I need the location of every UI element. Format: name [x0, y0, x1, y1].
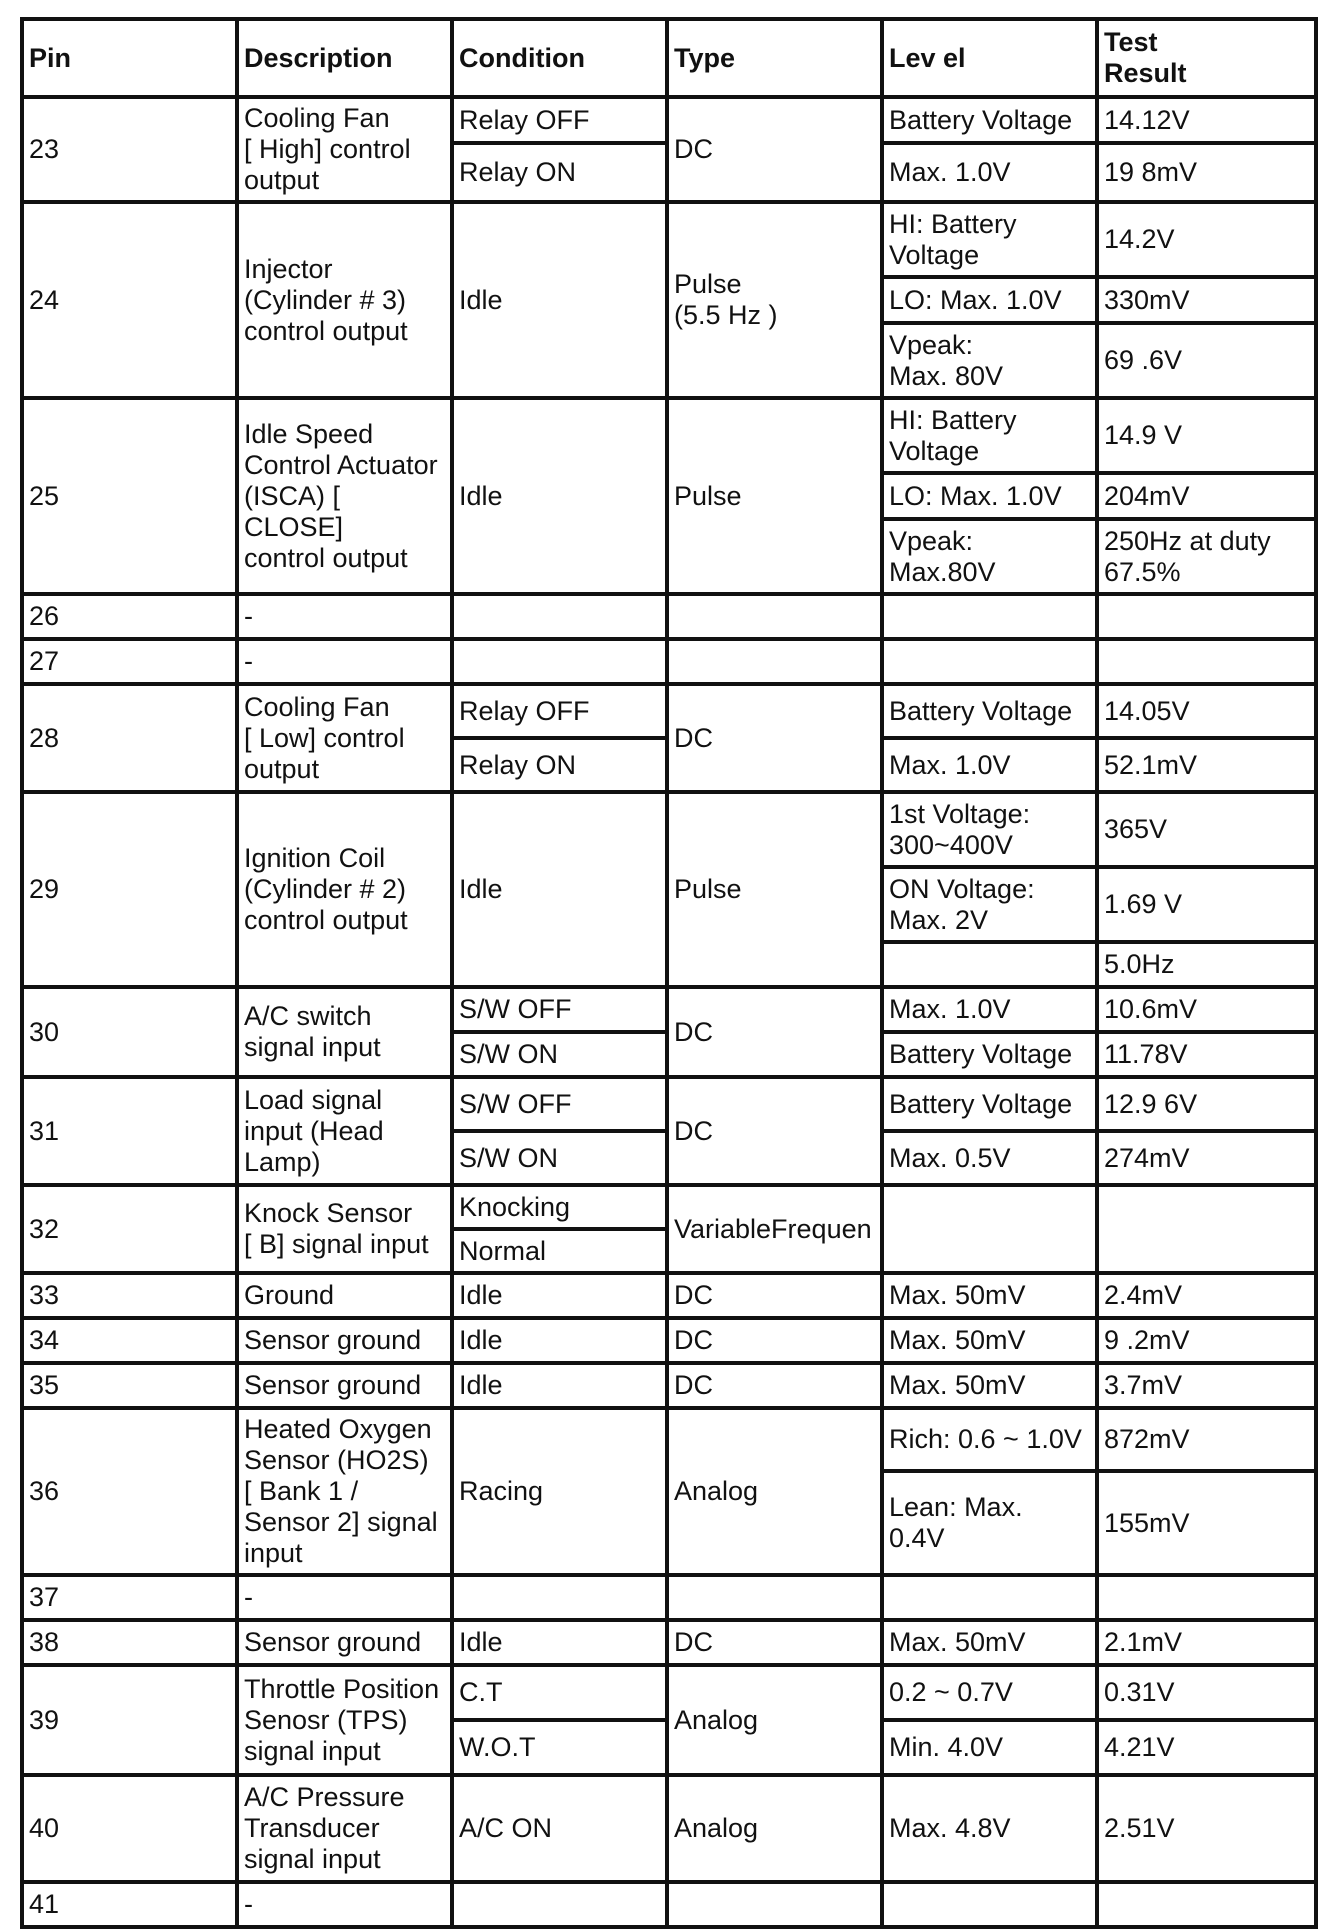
level-cell: LO: Max. 1.0V [882, 473, 1097, 519]
condition-cell: Idle [452, 1620, 667, 1665]
table-row [22, 398, 1316, 473]
type-cell [667, 1575, 882, 1620]
description-cell: A/C Pressure Transducer signal input [237, 1775, 452, 1882]
test-result-cell: 12.9 6V [1097, 1077, 1316, 1131]
level-cell: HI: Battery Voltage [882, 398, 1097, 473]
type-cell: DC [667, 1273, 882, 1318]
type-cell: DC [667, 987, 882, 1077]
header-condition: Condition [452, 19, 667, 97]
description-cell: Idle Speed Control Actuator (ISCA) [ CLOSE] control output [237, 398, 452, 594]
header-level: Lev el [882, 19, 1097, 97]
pin-cell: 27 [22, 639, 237, 684]
table-row [22, 1318, 1316, 1363]
level-cell: HI: Battery Voltage [882, 202, 1097, 277]
type-cell: DC [667, 97, 882, 202]
level-cell: Max. 50mV [882, 1620, 1097, 1665]
level-cell [882, 1185, 1097, 1273]
type-cell: VariableFrequen [667, 1185, 882, 1273]
table-row [22, 97, 1316, 143]
level-cell [882, 1575, 1097, 1620]
level-cell: Max. 50mV [882, 1363, 1097, 1408]
pin-cell: 31 [22, 1077, 237, 1185]
description-cell: - [237, 1882, 452, 1927]
table-row [22, 1273, 1316, 1318]
table-row [22, 1077, 1316, 1131]
header-type: Type [667, 19, 882, 97]
condition-cell: Idle [452, 1318, 667, 1363]
test-result-cell: 9 .2mV [1097, 1318, 1316, 1363]
type-cell: Pulse [667, 792, 882, 987]
table-row [22, 1775, 1316, 1882]
test-result-cell: 5.0Hz [1097, 942, 1316, 987]
description-cell: Cooling Fan [ High] control output [237, 97, 452, 202]
level-cell: Battery Voltage [882, 97, 1097, 143]
pin-cell: 34 [22, 1318, 237, 1363]
description-cell: - [237, 1575, 452, 1620]
table-row [22, 1408, 1316, 1471]
table-row [22, 792, 1316, 867]
test-result-cell: 250Hz at duty 67.5% [1097, 519, 1316, 594]
description-cell: Ground [237, 1273, 452, 1318]
condition-cell: Idle [452, 1363, 667, 1408]
type-cell: Analog [667, 1665, 882, 1775]
condition-cell: S/W ON [452, 1032, 667, 1077]
condition-cell: Idle [452, 202, 667, 398]
level-cell: Min. 4.0V [882, 1720, 1097, 1775]
level-cell [882, 1882, 1097, 1927]
description-cell: - [237, 639, 452, 684]
type-cell: Analog [667, 1775, 882, 1882]
condition-cell: A/C ON [452, 1775, 667, 1882]
pin-cell: 37 [22, 1575, 237, 1620]
condition-cell: S/W OFF [452, 1077, 667, 1131]
test-result-cell: 3.7mV [1097, 1363, 1316, 1408]
table-row [22, 1185, 1316, 1229]
pin-cell: 36 [22, 1408, 237, 1575]
description-cell: Load signal input (Head Lamp) [237, 1077, 452, 1185]
condition-cell [452, 1882, 667, 1927]
condition-cell: Idle [452, 1273, 667, 1318]
description-cell: Sensor ground [237, 1318, 452, 1363]
condition-cell: S/W OFF [452, 987, 667, 1032]
level-cell: Max. 0.5V [882, 1131, 1097, 1185]
description-cell: Throttle Position Senosr (TPS) signal input [237, 1665, 452, 1775]
level-cell: 1st Voltage: 300~400V [882, 792, 1097, 867]
condition-cell: C.T [452, 1665, 667, 1720]
level-cell: Max. 4.8V [882, 1775, 1097, 1882]
test-result-cell: 2.51V [1097, 1775, 1316, 1882]
test-result-cell: 274mV [1097, 1131, 1316, 1185]
type-cell: DC [667, 1318, 882, 1363]
table-row [22, 639, 1316, 684]
type-cell: DC [667, 1363, 882, 1408]
table-row [22, 987, 1316, 1032]
test-result-cell [1097, 594, 1316, 639]
test-result-cell: 14.05V [1097, 684, 1316, 738]
condition-cell: S/W ON [452, 1131, 667, 1185]
table-row [22, 1575, 1316, 1620]
test-result-cell: 14.12V [1097, 97, 1316, 143]
test-result-cell [1097, 1575, 1316, 1620]
pin-cell: 29 [22, 792, 237, 987]
condition-cell: Knocking [452, 1185, 667, 1229]
level-cell: Battery Voltage [882, 684, 1097, 738]
pin-cell: 35 [22, 1363, 237, 1408]
type-cell: DC [667, 1620, 882, 1665]
level-cell: Battery Voltage [882, 1032, 1097, 1077]
condition-cell [452, 594, 667, 639]
pin-cell: 33 [22, 1273, 237, 1318]
pin-cell: 32 [22, 1185, 237, 1273]
condition-cell: Relay ON [452, 738, 667, 792]
test-result-cell: 872mV [1097, 1408, 1316, 1471]
table-row [22, 594, 1316, 639]
header-pin: Pin [22, 19, 237, 97]
type-cell: DC [667, 684, 882, 792]
description-cell: Heated Oxygen Sensor (HO2S) [ Bank 1 / Sensor 2] signal input [237, 1408, 452, 1575]
level-cell [882, 639, 1097, 684]
description-cell: - [237, 594, 452, 639]
level-cell: Vpeak: Max.80V [882, 519, 1097, 594]
pin-cell: 23 [22, 97, 237, 202]
condition-cell: W.O.T [452, 1720, 667, 1775]
level-cell: Max. 1.0V [882, 987, 1097, 1032]
test-result-cell [1097, 639, 1316, 684]
pin-cell: 25 [22, 398, 237, 594]
level-cell: LO: Max. 1.0V [882, 277, 1097, 323]
description-cell: Sensor ground [237, 1620, 452, 1665]
description-cell: Sensor ground [237, 1363, 452, 1408]
test-result-cell [1097, 1882, 1316, 1927]
table-row [22, 1882, 1316, 1927]
test-result-cell: 330mV [1097, 277, 1316, 323]
table-row [22, 1620, 1316, 1665]
level-cell: Max. 1.0V [882, 738, 1097, 792]
test-result-cell: 11.78V [1097, 1032, 1316, 1077]
pin-cell: 28 [22, 684, 237, 792]
pin-cell: 30 [22, 987, 237, 1077]
level-cell: 0.2 ~ 0.7V [882, 1665, 1097, 1720]
type-cell [667, 594, 882, 639]
level-cell: Rich: 0.6 ~ 1.0V [882, 1408, 1097, 1471]
header-description: Description [237, 19, 452, 97]
type-cell: Pulse [667, 398, 882, 594]
condition-cell: Relay ON [452, 143, 667, 202]
condition-cell: Normal [452, 1229, 667, 1273]
test-result-cell: 2.1mV [1097, 1620, 1316, 1665]
header-test-result: Test Result [1097, 19, 1316, 97]
description-cell: Cooling Fan [ Low] control output [237, 684, 452, 792]
condition-cell: Racing [452, 1408, 667, 1575]
test-result-cell [1097, 1185, 1316, 1273]
pin-cell: 39 [22, 1665, 237, 1775]
description-cell: Ignition Coil (Cylinder # 2) control output [237, 792, 452, 987]
level-cell [882, 942, 1097, 987]
pin-table [20, 17, 1318, 1929]
test-result-cell: 14.2V [1097, 202, 1316, 277]
level-cell: Max. 1.0V [882, 143, 1097, 202]
table-row [22, 1665, 1316, 1720]
pin-cell: 38 [22, 1620, 237, 1665]
table-header-row [22, 19, 1316, 97]
description-cell: A/C switch signal input [237, 987, 452, 1077]
level-cell: Lean: Max. 0.4V [882, 1471, 1097, 1575]
condition-cell [452, 639, 667, 684]
level-cell: Max. 50mV [882, 1318, 1097, 1363]
type-cell: Analog [667, 1408, 882, 1575]
test-result-cell: 155mV [1097, 1471, 1316, 1575]
test-result-cell: 2.4mV [1097, 1273, 1316, 1318]
level-cell: Max. 50mV [882, 1273, 1097, 1318]
condition-cell: Relay OFF [452, 684, 667, 738]
test-result-cell: 4.21V [1097, 1720, 1316, 1775]
pin-cell: 40 [22, 1775, 237, 1882]
test-result-cell: 52.1mV [1097, 738, 1316, 792]
condition-cell: Idle [452, 398, 667, 594]
test-result-cell: 14.9 V [1097, 398, 1316, 473]
condition-cell: Relay OFF [452, 97, 667, 143]
description-cell: Injector (Cylinder # 3) control output [237, 202, 452, 398]
level-cell [882, 594, 1097, 639]
test-result-cell: 19 8mV [1097, 143, 1316, 202]
condition-cell: Idle [452, 792, 667, 987]
type-cell: Pulse (5.5 Hz ) [667, 202, 882, 398]
type-cell [667, 639, 882, 684]
type-cell: DC [667, 1077, 882, 1185]
condition-cell [452, 1575, 667, 1620]
level-cell: Battery Voltage [882, 1077, 1097, 1131]
table-row [22, 202, 1316, 277]
table-row [22, 1363, 1316, 1408]
table-row [22, 684, 1316, 738]
test-result-cell: 204mV [1097, 473, 1316, 519]
test-result-cell: 1.69 V [1097, 867, 1316, 942]
test-result-cell: 10.6mV [1097, 987, 1316, 1032]
pin-cell: 41 [22, 1882, 237, 1927]
test-result-cell: 365V [1097, 792, 1316, 867]
level-cell: ON Voltage: Max. 2V [882, 867, 1097, 942]
test-result-cell: 69 .6V [1097, 323, 1316, 398]
type-cell [667, 1882, 882, 1927]
pin-cell: 26 [22, 594, 237, 639]
level-cell: Vpeak: Max. 80V [882, 323, 1097, 398]
description-cell: Knock Sensor [ B] signal input [237, 1185, 452, 1273]
test-result-cell: 0.31V [1097, 1665, 1316, 1720]
pin-cell: 24 [22, 202, 237, 398]
